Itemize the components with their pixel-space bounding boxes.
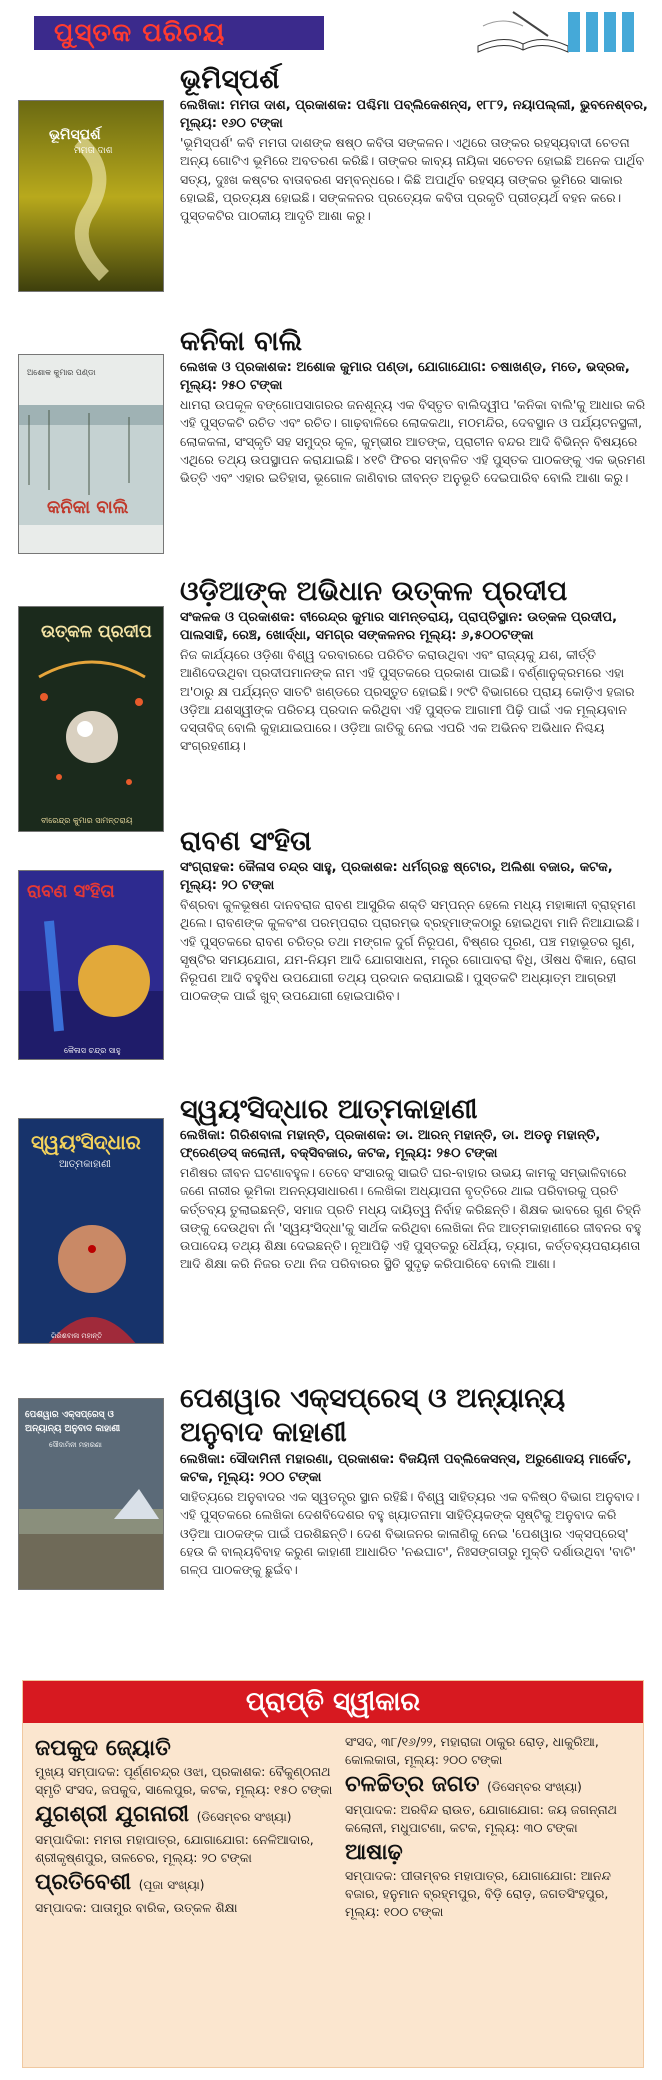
- book-title: ସ୍ୱୟଂସିଦ୍ଧାର ଆତ୍ମକାହାଣୀ: [180, 1094, 478, 1125]
- book-description: ବିଶ୍ରବା କୁଳଭୂଷଣ ଦାନବରାଜ ରାବଣ ଆସୁରିକ ଶକ୍ତି ସମ୍ପନ୍ନ ହେଲେ ମଧ୍ୟ ମହାଜ୍ଞାନୀ ବ୍ରାହ୍ମଣ ଥିଲେ। ରାବଣଙ୍କ କୁଳବଂଶ ପରମ୍ପରାର ପ୍ରାରମ୍ଭ ବ୍ରହ୍ମାଙ୍କଠାରୁ ହୋଇଥିବା ମାନି ନିଆଯାଇଛି। ଏହି ପୁସ୍ତକରେ ରାବଣ ଚରିତ୍ର ତଥା ମଙ୍ଗଳ ଦୁର୍ଗ ନିରୂପଣ, ବିଷ୍ଣର ପୂରଣ, ପଞ୍ଚ ମହାଭୂତର ଗୁଣ, ସୃଷ୍ଟିର ସମୟଯୋଗ, ଯମ-ନିୟମ ଆଦି ଯୋଗସାଧନା, ମନ୍ତ୍ର ଗୋପାବରା ବିଧି, ଔଷଧ ବିଜ୍ଞାନ, ରୋଗ ନିରୂପଣ ଆଦି ବହୁବିଧ ଉପଯୋଗୀ ତଥ୍ୟ ପ୍ରଦାନ କରାଯାଇଛି। ପୁସ୍ତକଟି ଅଧ୍ୟାତ୍ମ ଆଗ୍ରହୀ ପାଠକଙ୍କ ପାଇଁ ଖୁବ୍ ଉପଯୋଗୀ ହୋଇପାରିବ।: [180, 897, 640, 1004]
- cover-title: ଉତ୍କଳ ପ୍ରଦୀପ: [41, 622, 152, 642]
- book-meta: ସଂକଳକ ଓ ପ୍ରକାଶକ: ବୀରେନ୍ଦ୍ର କୁମାର ସାମନ୍ତରାୟ, ପ୍ରାପ୍ତିସ୍ଥାନ: ଉତ୍କଳ ପ୍ରଦୀପ, ପାଲସାହି, ରେଞ୍ଚ, ଖୋର୍ଦ୍ଧା, ସମଗ୍ର ସଙ୍କଳନର ମୂଲ୍ୟ: ୬,୫୦୦ଟଙ୍କା: [180, 610, 618, 643]
- book-cover: [18, 354, 164, 554]
- cover-title: ରାବଣ ସଂହିତା: [27, 881, 115, 902]
- received-column-left: [35, 1733, 335, 1917]
- cover-title: ପେଶୱାର ଏକ୍ସପ୍ରେସ୍ ଓ: [25, 1410, 114, 1420]
- received-title: ଜପକୁଦ ଜ୍ୟୋତି: [35, 1736, 171, 1761]
- cover-author: ଗିରିଶବାଳା ମହାନ୍ତି: [51, 1332, 103, 1340]
- section-header: [18, 6, 648, 56]
- received-details: ସଂସଦ, ୩୮/୧୬/୨୨, ମହାରାଜା ଠାକୁର ରୋଡ଼, ଧାକୁରିଆ, କୋଲକାତା, ମୂଲ୍ୟ: ୨୦୦ ଟଙ୍କା: [345, 1734, 599, 1767]
- received-title: ପ୍ରତିବେଶୀ: [35, 1870, 132, 1895]
- book-title: ପେଶୱାର ଏକ୍ସପ୍ରେସ୍ ଓ ଅନ୍ୟାନ୍ୟ ଅନୁବାଦ କାହାଣୀ: [180, 1383, 566, 1448]
- received-subtitle: (ପୂଜା ସଂଖ୍ୟା): [138, 1878, 205, 1892]
- received-title: ଆଷାଢ଼: [345, 1840, 403, 1865]
- book-meta: ସଂଗ୍ରାହକ: କୈଳାସ ଚନ୍ଦ୍ର ସାହୁ, ପ୍ରକାଶକ: ଧର୍ମଗ୍ରନ୍ଥ ଷ୍ଟୋର, ଅଲିଶା ବଜାର, କଟକ, ମୂଲ୍ୟ: ୨୦ ଟଙ୍କା: [180, 860, 613, 893]
- book-description: ଧାମରା ଉପକୂଳ ବଙ୍ଗୋପସାଗରର ଜନଶୂନ୍ୟ ଏକ ବିସ୍ତୃତ ବାଲିଦ୍ୱୀପ 'କନିକା ବାଲି'କୁ ଆଧାର କରି ଏହି ପୁସ୍ତକଟି ରଚିତ ଏବଂ ରଚିତ। ଗାଢ଼ବାଳିରେ ଲୋକକଥା, ମଠମନ୍ଦିର, ଦେବସ୍ଥାନ ଓ ପର୍ଯ୍ୟଟନସ୍ଥଳୀ, ଲୋକକଳା, ସଂସ୍କୃତି ସହ ସମୁଦ୍ର କୂଳ, କୁମ୍ଭୀର ଆତଙ୍କ, ପ୍ରାଚୀନ ବନ୍ଦର ଆଦି ବିଭିନ୍ନ ବିଷୟରେ ଏଥିରେ ତଥ୍ୟ ଉପସ୍ଥାପନ କରାଯାଇଛି। ୪୧ଟି ଫିଚର ସମ୍ବଳିତ ଏହି ପୁସ୍ତକ ପାଠକଙ୍କୁ ଏକ ଭ୍ରମଣ ଭିତ୍ତି ଏବଂ ଏହାର ଇତିହାସ, ଭୂଗୋଳ ଜାଣିବାର ଜୀବନ୍ତ ଅନୁଭୂତି ଦେଇପାରିବ ବୋଲି ଆଶା କରୁ।: [180, 397, 646, 486]
- book-meta: ଲେଖିକା: ସୌଦାମିନୀ ମହାରଣା, ପ୍ରକାଶକ: ବିଜୟିନୀ ପବ୍ଲିକେସନ୍ସ, ଅରୁଣୋଦୟ ମାର୍କେଟ, କଟକ, ମୂଲ୍ୟ: ୨୦୦ ଟଙ୍କା: [180, 1452, 632, 1485]
- received-column-right: [345, 1733, 635, 1921]
- book-meta: ଲେଖିକା: ଗିରିଶବାଳା ମହାନ୍ତି, ପ୍ରକାଶକ: ଡା. ଆରନ୍ ମହାନ୍ତି, ଡା. ଅତନୁ ମହାନ୍ତି, ଫ୍ରେଣ୍ଡସ୍ କଲୋନୀ, ବକ୍ସିବଜାର, କଟକ, ମୂଲ୍ୟ: ୨୫୦ ଟଙ୍କା: [180, 1128, 601, 1161]
- received-details: ସମ୍ପାଦକ: ପୀତାମ୍ବର ମହାପାତ୍ର, ଯୋଗାଯୋଗ: ଆନନ୍ଦ ବଜାର, ହନୁମାନ ବ୍ରହ୍ମପୁର, ବିଡ଼ି ରୋଡ଼, ଜଗତସିଂହପୁର, ମୂଲ୍ୟ: ୧୦୦ ଟଙ୍କା: [345, 1868, 611, 1919]
- book-description: ସାହିତ୍ୟରେ ଅନୁବାଦର ଏକ ସ୍ୱତନ୍ତ୍ର ସ୍ଥାନ ରହିଛି। ବିଶ୍ୱ ସାହିତ୍ୟର ଏକ ବଳିଷ୍ଠ ବିଭାଗ ଅନୁବାଦ। ଏହି ପୁସ୍ତକରେ ଲେଖିକା ଦେଶବିଦେଶର ବହୁ ଖ୍ୟାତନାମା ସାହିତ୍ୟିକଙ୍କ ସୃଷ୍ଟିକୁ ଅନୁବାଦ କରି ଓଡ଼ିଆ ପାଠକଙ୍କ ପାଇଁ ପରଶିଛନ୍ତି। ଦେଶ ବିଭାଜନର କାଳାଣିକୁ ନେଇ 'ପେଶୱାର ଏକ୍ସପ୍ରେସ୍' ହେଉ କି ବାଲ୍ୟବିବାହ କରୁଣ କାହାଣୀ ଆଧାରିତ 'ନଈଘାଟ', ନିଃସଙ୍ଗତାରୁ ମୁକ୍ତି ଦର୍ଶାଉଥିବା 'ବାଟି' ଗଳ୍ପ ପାଠକଙ୍କୁ ଛୁଇଁବ।: [180, 1489, 640, 1578]
- cover-author: ବୀରେନ୍ଦ୍ର କୁମାର ସାମନ୍ତରାୟ: [41, 816, 133, 825]
- cover-author: କୈଳାସ ଚନ୍ଦ୍ର ସାହୁ: [64, 1046, 121, 1055]
- cover-title: ସ୍ୱୟଂସିଦ୍ଧାର: [31, 1130, 141, 1154]
- cover-author: ଅଶୋକ କୁମାର ପଣ୍ଡା: [27, 368, 96, 377]
- book-cover: [18, 100, 164, 292]
- book-title: ରାବଣ ସଂହିତା: [180, 826, 312, 857]
- received-title: ଯୁଗଶ୍ରୀ ଯୁଗନାରୀ: [35, 1802, 190, 1827]
- received-item: [35, 1869, 335, 1917]
- received-item: [345, 1771, 635, 1837]
- cover-subtitle: ଆତ୍ମକାହାଣୀ: [59, 1159, 111, 1170]
- book-title: କନିକା ବାଲି: [180, 326, 303, 357]
- received-title: ଚଳଚ୍ଚିତ୍ର ଜଗତ: [345, 1772, 480, 1797]
- open-book-icon: [473, 6, 573, 56]
- cover-subtitle: ଅନ୍ୟାନ୍ୟ ଅନୁବାଦ କାହାଣୀ: [25, 1424, 121, 1434]
- cover-author: ସୌଦାମିନୀ ମହାରଣା: [49, 1441, 102, 1449]
- received-details: ସମ୍ପାଦିକା: ମମତା ମହାପାତ୍ର, ଯୋଗାଯୋଗ: ନେଳିଆଦାର, ଶ୍ରୀକୃଷ୍ଣପୁର, ତାଳଚେର, ମୂଲ୍ୟ: ୨୦ ଟଙ୍କା: [35, 1832, 314, 1865]
- received-subtitle: (ଡିସେମ୍ବର ସଂଖ୍ୟା): [487, 1780, 582, 1794]
- cover-title: କନିକା ବାଲି: [47, 497, 129, 518]
- section-title: ପୁସ୍ତକ ପରିଚୟ: [54, 18, 226, 48]
- book-cover: [18, 1398, 164, 1590]
- received-item: [35, 1801, 335, 1867]
- book-description: ମଣିଷର ଜୀବନ ଘଟଣାବହୁଳ। ତେବେ ସଂସାରକୁ ସାଇତି ଘର-ବାହାର ଉଭୟ କାମକୁ ସମ୍ଭାଳିବାରେ ଜଣେ ନାରୀର ଭୂମିକା ଅନନ୍ୟସାଧାରଣ। ଲେଖିକା ଅଧ୍ୟାପନା ବୃତ୍ତିରେ ଥାଇ ପରିବାରକୁ ପ୍ରତି କର୍ତ୍ତବ୍ୟ ତୁଲାଇଛନ୍ତି, ସମାଜ ପ୍ରତି ମଧ୍ୟ ଦାୟିତ୍ୱ ନିର୍ବାହ କରିଛନ୍ତି। ଶିକ୍ଷକ ଭାବରେ ଗୁଣ ଚିହ୍ନି ତାଙ୍କୁ ଦେଉଥିବା ନାଁ 'ସ୍ୱୟଂସିଦ୍ଧା'କୁ ସାର୍ଥକ କରିଥିବା ଲେଖିକା ନିଜ ଆତ୍ମକାହାଣୀରେ ଜୀବନର ବହୁ ଉପାଦେୟ ତଥ୍ୟ ଶିକ୍ଷା ଦେଇଛନ୍ତି। ନୂଆପିଢ଼ି ଏହି ପୁସ୍ତକରୁ ଧୈର୍ଯ୍ୟ, ତ୍ୟାଗ, କର୍ତ୍ତବ୍ୟପରାୟଣତା ଆଦି ଶିକ୍ଷା କରି ନିଜର ତଥା ନିଜ ପରିବାରର ସ୍ଥିତି ସୁଦୃଢ଼ କରିପାରିବେ ବୋଲି ଆଶା।: [180, 1165, 642, 1272]
- cover-title: ଭୂମିସ୍ପର୍ଶ: [49, 127, 101, 143]
- book-description: ନିଜ କାର୍ଯ୍ୟରେ ଓଡ଼ିଶା ବିଶ୍ୱ ଦରବାରରେ ପରିଚିତ କରାଉଥିବା ଏବଂ ରାଜ୍ୟକୁ ଯଶ, କୀର୍ତ୍ତି ଆଣିଦେଉଥିବା ପ୍ରଦୀପମାନଙ୍କ ନାମ ଏହି ପୁସ୍ତକରେ ପ୍ରକାଶ ପାଇଛି। ବର୍ଣ୍ଣାନୁକ୍ରମରେ ଏହା ଅ'ଠାରୁ କ୍ଷ ପର୍ଯ୍ୟନ୍ତ ସାତଟି ଖଣ୍ଡରେ ପ୍ରସ୍ତୁତ ହୋଇଛି। ୨୯ଟି ବିଭାଗରେ ପ୍ରାୟ କୋଡ଼ିଏ ହଜାର ଓଡ଼ିଆ ଯଶସ୍ୱୀଙ୍କ ପରିଚୟ ପ୍ରଦାନ କରିଥିବା ଏହି ପୁସ୍ତକ ଆଗାମୀ ପିଢ଼ି ପାଇଁ ଏକ ମୂଲ୍ୟବାନ ଦସ୍ତାବିଜ୍ ବୋଲି କୁହାଯାଇପାରେ। ଓଡ଼ିଆ ଜାତିକୁ ନେଇ ଏପରି ଏକ ଅଭିନବ ଅଭିଧାନ ନିଶ୍ଚୟ ସଂଗ୍ରହଣୀୟ।: [180, 647, 635, 754]
- received-books-heading: ପ୍ରାପ୍ତି ସ୍ୱୀକାର: [23, 1681, 643, 1723]
- received-subtitle: (ଡିସେମ୍ବର ସଂଖ୍ୟା): [196, 1810, 292, 1824]
- received-details: ମୁଖ୍ୟ ସମ୍ପାଦକ: ପୂର୍ଣ୍ଣଚନ୍ଦ୍ର ଓଝା, ପ୍ରକାଶକ: ବୈକୁଣ୍ଠନାଥ ସ୍ମୃତି ସଂସଦ, ଜପକୁଦ, ସାଲେପୁର, କଟକ, ମୂଲ୍ୟ: ୧୫୦ ଟଙ୍କା: [35, 1764, 333, 1797]
- cover-author: ମମତା ଦାଶ: [74, 146, 113, 156]
- book-title: ଓଡ଼ିଆଙ୍କ ଅଭିଧାନ ଉତ୍କଳ ପ୍ରଦୀପ: [180, 576, 568, 607]
- received-item: [345, 1839, 635, 1921]
- book-description: 'ଭୂମିସ୍ପର୍ଶ' କବି ମମତା ଦାଶଙ୍କ ଷଷ୍ଠ କବିତା ସଙ୍କଳନ। ଏଥିରେ ତାଙ୍କର ରହସ୍ୟବାଦୀ ଚେତନା ଅନ୍ୟ ଗୋଟିଏ ଭୂମିରେ ଅବତରଣ କରିଛି। ତାଙ୍କର କାବ୍ୟ ନାୟିକା ସଚେତନ ହୋଇଛି ଅନେକ ପାର୍ଥିବ ସତ୍ୟ, ଦୁଃଖ କଷ୍ଟର ବାତାବରଣ ସମ୍ବନ୍ଧରେ। କିଛି ଅପାର୍ଥିବ ରହସ୍ୟ ତାଙ୍କର ଭୂମିରେ ସାକାର ହୋଇଛି, ପ୍ରତ୍ୟକ୍ଷ ହୋଇଛି। ସଙ୍କଳନର ପ୍ରତ୍ୟେକ କବିତା ପ୍ରକୃତି ପ୍ରୀତ୍ୟର୍ଥ ବହନ କରେ। ପୁସ୍ତକଟିର ପାଠକୀୟ ଆଦୃତି ଆଶା କରୁ।: [180, 135, 645, 224]
- received-item: [345, 1733, 635, 1769]
- received-details: ସମ୍ପାଦକ: ଅରବିନ୍ଦ ରାଉତ, ଯୋଗାଯୋଗ: ଜୟ ଜଗନ୍ନାଥ କଲୋନୀ, ମଧୁପାଟଣା, କଟକ, ମୂଲ୍ୟ: ୩୦ ଟଙ୍କା: [345, 1802, 618, 1835]
- received-item: [35, 1735, 335, 1799]
- received-books-box: [22, 1680, 644, 2068]
- header-stripes: [568, 12, 648, 52]
- book-cover: [18, 870, 164, 1060]
- book-meta: ଲେଖକ ଓ ପ୍ରକାଶକ: ଅଶୋକ କୁମାର ପଣ୍ଡା, ଯୋଗାଯୋଗ: ଚଷାଖଣ୍ଡ, ମତେ, ଭଦ୍ରକ, ମୂଲ୍ୟ: ୨୫୦ ଟଙ୍କା: [180, 360, 630, 393]
- book-cover: [18, 606, 164, 832]
- book-meta: ଲେଖିକା: ମମତା ଦାଶ, ପ୍ରକାଶକ: ପଶ୍ଚିମା ପବ୍ଲିକେଶନ୍ସ, ୧୮୮୨, ନୟାପଲ୍ଲୀ, ଭୁବନେଶ୍ବର, ମୂଲ୍ୟ: ୧୬୦ ଟଙ୍କା: [180, 98, 648, 131]
- book-cover: [18, 1118, 164, 1344]
- received-details: ସମ୍ପାଦକ: ପାତାମୁର ବାରିକ, ଉତ୍କଳ ଶିକ୍ଷା: [35, 1900, 238, 1915]
- book-title: ଭୂମିସ୍ପର୍ଶ: [180, 64, 280, 95]
